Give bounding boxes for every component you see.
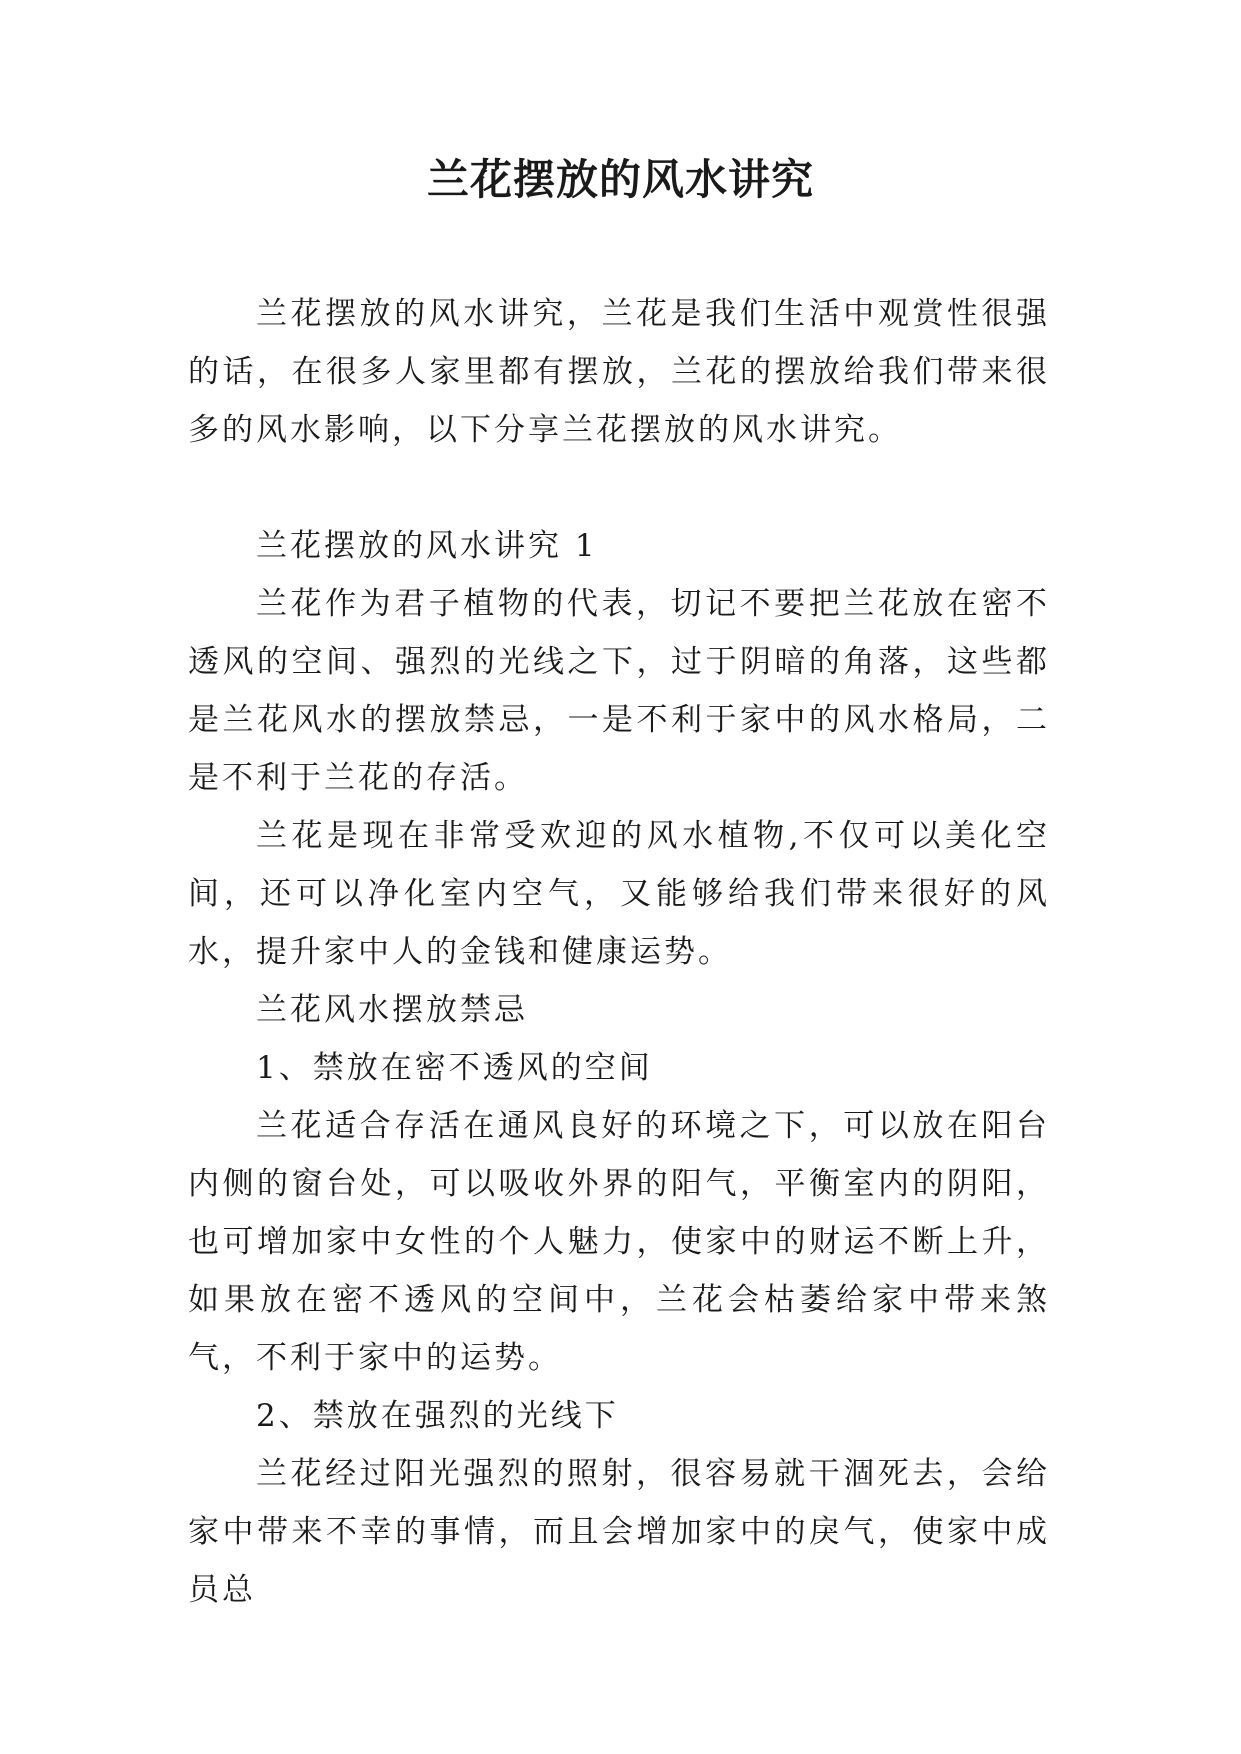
body-paragraph: 兰花适合存活在通风良好的环境之下，可以放在阳台内侧的窗台处，可以吸收外界的阳气，平衡室内的阴阳，也可增加家中女性的个人魅力，使家中的财运不断上升，如果放在密不透风的空间中，兰花会枯萎给家中带来煞气，不利于家中的运势。 <box>188 1108 1050 1376</box>
document-body <box>188 285 1050 1619</box>
section-heading: 兰花摆放的风水讲究 1 <box>256 528 598 564</box>
body-paragraph: 兰花是现在非常受欢迎的风水植物,不仅可以美化空间，还可以净化室内空气，又能够给我们带来很好的风水，提升家中人的金钱和健康运势。 <box>188 818 1050 970</box>
body-paragraph: 兰花经过阳光强烈的照射，很容易就干涸死去，会给家中带来不幸的事情，而且会增加家中的戾气，使家中成员总 <box>188 1456 1050 1608</box>
list-item-heading: 2、禁放在强烈的光线下 <box>256 1398 619 1434</box>
intro-paragraph: 兰花摆放的风水讲究，兰花是我们生活中观赏性很强的话，在很多人家里都有摆放，兰花的摆放给我们带来很多的风水影响，以下分享兰花摆放的风水讲究。 <box>188 296 1050 448</box>
list-item-heading: 1、禁放在密不透风的空间 <box>256 1050 653 1086</box>
subsection-heading: 兰花风水摆放禁忌 <box>256 992 528 1028</box>
body-paragraph: 兰花作为君子植物的代表，切记不要把兰花放在密不透风的空间、强烈的光线之下，过于阴暗的角落，这些都是兰花风水的摆放禁忌，一是不利于家中的风水格局，二是不利于兰花的存活。 <box>188 586 1050 796</box>
document-title: 兰花摆放的风水讲究 <box>426 155 814 204</box>
